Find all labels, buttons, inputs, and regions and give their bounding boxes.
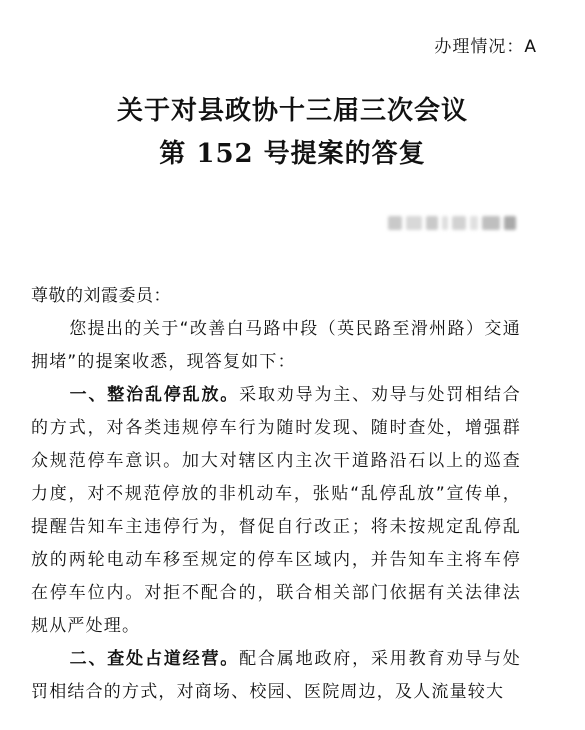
document-title-line1: 关于对县政协十三届三次会议 (116, 96, 468, 126)
handling-status: 办理情况：A (434, 37, 537, 57)
section-2-heading: 二、查处占道经营。 (69, 649, 240, 669)
redaction-block (504, 216, 516, 230)
section-2-text: 配合属地政府，采用教育劝导与处罚相结合的方式，对商场、校园、医院周边，及人流量较大 (31, 649, 521, 702)
redaction-block (388, 216, 402, 230)
section-1-text: 采取劝导为主、劝导与处罚相结合的方式，对各类违规停车行为随时发现、随时查处，增强群众规范停车意识。加大对辖区内主次干道路沿石以上的巡查力度，对不规范停放的非机动车，张贴“乱停乱放”宣传单，提醒告知车主违停行为，督促自行改正；将未按规定乱停乱放的两轮电动车移至规定的停车区域内，并告知车主将车停在停车位内。对拒不配合的，联合相关部门依据有关法律法规从严处理。 (31, 385, 521, 636)
redacted-document-number (388, 212, 518, 234)
section-2 (31, 643, 521, 709)
section-1-heading: 一、整治乱停乱放。 (69, 385, 240, 405)
section-1 (31, 379, 521, 643)
intro-text: 您提出的关于“改善白马路中段（英民路至滑州路）交通拥堵”的提案收悉，现答复如下： (31, 319, 521, 372)
salutation: 尊敬的刘霞委员： (31, 286, 171, 306)
redaction-block (406, 216, 422, 230)
document-title-line2: 第 152 号提案的答复 (159, 139, 426, 169)
redaction-block (482, 216, 500, 230)
intro-paragraph (31, 313, 521, 379)
redaction-block (452, 216, 466, 230)
redaction-block (442, 216, 448, 230)
redaction-block (426, 216, 438, 230)
redaction-block (470, 216, 478, 230)
